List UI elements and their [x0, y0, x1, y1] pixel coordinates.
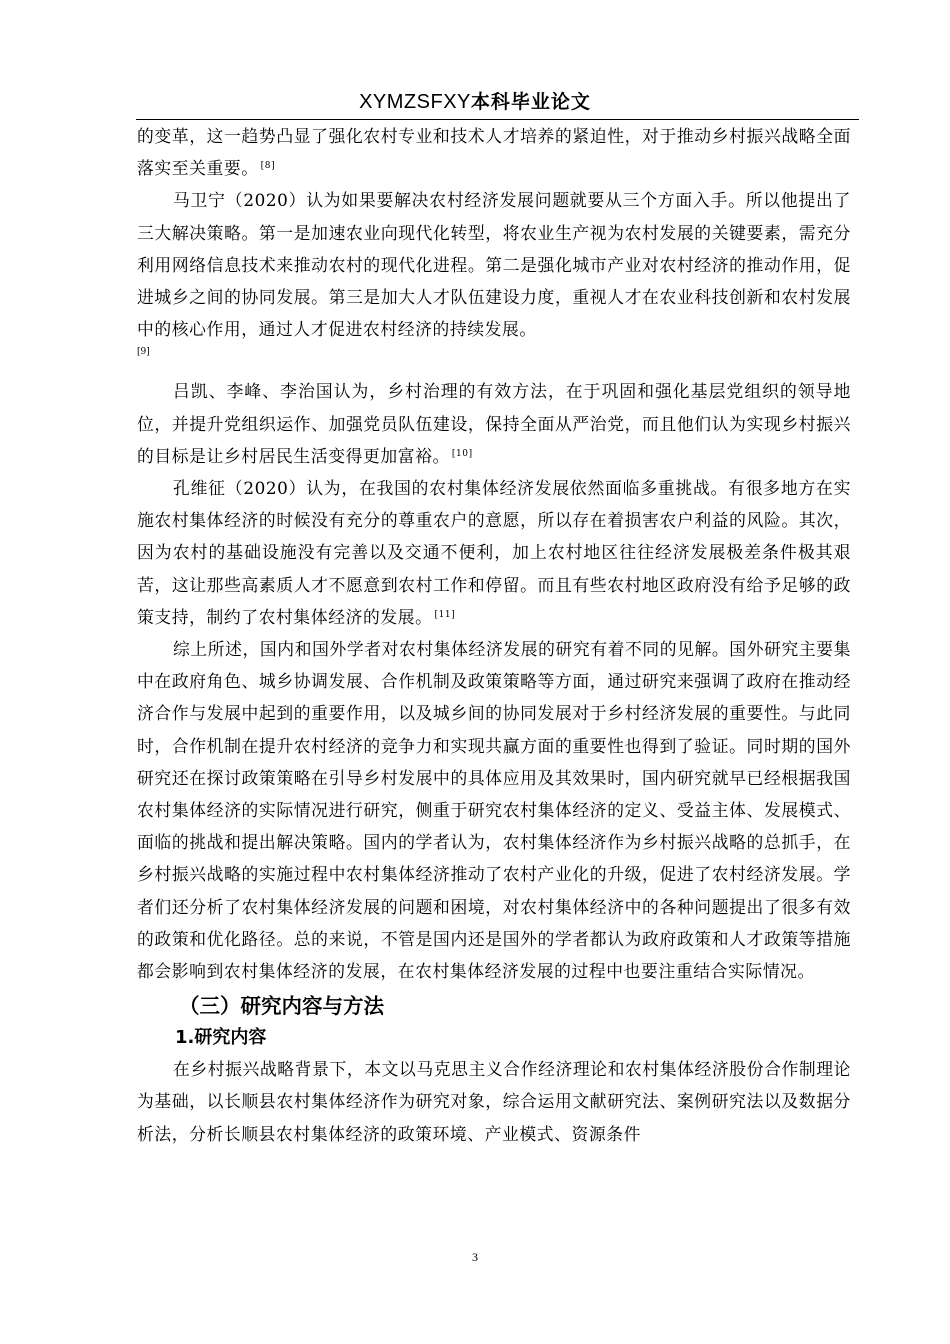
paragraph-2-text: 马卫宁（2020）认为如果要解决农村经济发展问题就要从三个方面入手。所以他提出了三大解决策略。第一是加速农业向现代化转型，将农业生产视为农村发展的关键要素，需充分利用网络信息技术来推动农村的现代化进程。第二是强化城市产业对农村经济的推动作用，促进城乡之间的协同发展。第三是加大人才队伍建设力度，重视人才在农业科技创新和农村发展中的核心作用，通过人才促进农村经济的持续发展。: [137, 190, 851, 340]
paragraph-4: [137, 472, 851, 633]
citation-ref: [11]: [434, 609, 456, 620]
section-heading: （三）研究内容与方法: [179, 994, 384, 1019]
paragraph-3-text: 吕凯、李峰、李治国认为，乡村治理的有效方法，在于巩固和强化基层党组织的领导地位，并提升党组织运作、加强党员队伍建设，保持全面从严治党，而且他们认为实现乡村振兴的目标是让乡村居民生活变得更加富裕。: [137, 381, 851, 466]
page-header: [0, 90, 950, 114]
paragraph-4-text: 孔维征（2020）认为，在我国的农村集体经济发展依然面临多重挑战。有很多地方在实施农村集体经济的时候没有充分的尊重农户的意愿，所以存在着损害农户利益的风险。其次，因为农村的基础设施没有完善以及交通不便利，加上农村地区往往经济发展极差条件极其艰苦，这让那些高素质人才不愿意到农村工作和停留。而且有些农村地区政府没有给予足够的政策支持，制约了农村集体经济的发展。: [137, 478, 851, 627]
paragraph-5-text: 综上所述，国内和国外学者对农村集体经济发展的研究有着不同的见解。国外研究主要集中在政府角色、城乡协调发展、合作机制及政策策略等方面，通过研究来强调了政府在推动经济合作与发展中起到的重要作用，以及城乡间的协同发展对于乡村经济发展的重要性。与此同时，合作机制在提升农村经济的竞争力和实现共赢方面的重要性也得到了验证。同时期的国外研究还在探讨政策策略在引导乡村发展中的具体应用及其效果时，国内研究就早已经根据我国农村集体经济的实际情况进行研究，侧重于研究农村集体经济的定义、受益主体、发展模式、面临的挑战和提出解决策略。国内的学者认为，农村集体经济作为乡村振兴战略的总抓手，在乡村振兴战略的实施过程中农村集体经济推动了农村产业化的升级，促进了农村经济发展。学者们还分析了农村集体经济发展的问题和困境，对农村集体经济中的各种问题提出了很多有效的政策和优化路径。总的来说，不管是国内还是国外的学者都认为政府政策和人才政策等措施都会影响到农村集体经济的发展，在农村集体经济发展的过程中也要注重结合实际情况。: [137, 639, 851, 982]
paragraph-2: [137, 184, 851, 345]
citation-ref: [8]: [260, 161, 276, 172]
page-number: 3: [472, 1250, 478, 1264]
citation-ref: [10]: [451, 448, 473, 459]
paragraph-6-text: 在乡村振兴战略背景下，本文以马克思主义合作经济理论和农村集体经济股份合作制理论为基础，以长顺县农村集体经济作为研究对象，综合运用文献研究法、案例研究法以及数据分析法，分析长顺县农村集体经济的政策环境、产业模式、资源条件: [137, 1059, 851, 1144]
paragraph-3: [137, 375, 851, 472]
citation-ref: [9]: [137, 347, 150, 358]
paragraph-5: [137, 633, 851, 987]
paragraph-1: [137, 120, 851, 184]
header-prefix: XYMZSFXY: [359, 91, 471, 113]
header-title: 本科毕业论文: [470, 91, 591, 113]
paragraph-1-text: 的变革，这一趋势凸显了强化农村专业和技术人才培养的紧迫性，对于推动乡村振兴战略全面落实至关重要。: [137, 126, 851, 179]
page-body: [137, 120, 851, 1150]
subsection-heading: 1.研究内容: [175, 1027, 267, 1049]
paragraph-6: [137, 1053, 851, 1150]
